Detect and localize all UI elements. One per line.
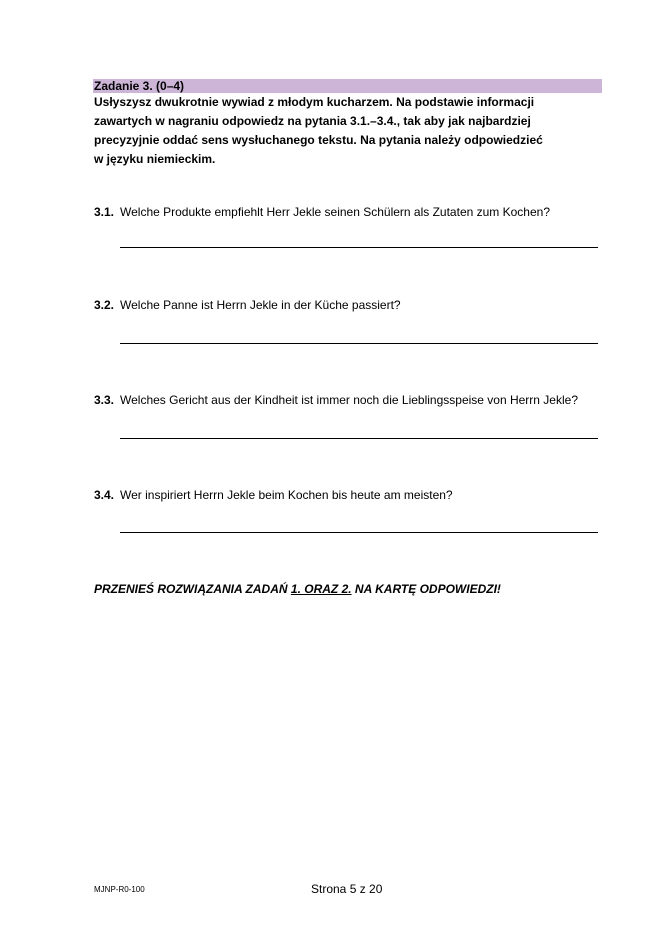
transfer-note: [94, 581, 501, 597]
question-3-1: [94, 204, 604, 220]
answer-line-3-3[interactable]: [120, 438, 598, 439]
instruction-line: precyzyjnie oddać sens wysłuchanego tekstu. Na pytania należy odpowiedzieć: [94, 133, 543, 147]
transfer-note-tasks: 1. ORAZ 2.: [290, 582, 352, 596]
question-number: 3.2.: [94, 298, 115, 312]
question-number: 3.3.: [94, 393, 115, 407]
instruction-line: w języku niemieckim.: [94, 152, 216, 166]
answer-line-3-4[interactable]: [120, 532, 598, 533]
answer-line-3-1[interactable]: [120, 247, 598, 248]
question-text: Welche Produkte empfiehlt Herr Jekle seinen Schülern als Zutaten zum Kochen?: [120, 205, 551, 219]
question-3-4: [94, 487, 604, 503]
footer-exam-code: MJNP-R0-100: [94, 885, 145, 894]
question-3-2: [94, 297, 604, 313]
question-number: 3.4.: [94, 488, 115, 502]
question-text: Welches Gericht aus der Kindheit ist immer noch die Lieblingsspeise von Herrn Jekle?: [120, 393, 578, 407]
footer-page-number: Strona 5 z 20: [311, 882, 383, 896]
instruction-line: zawartych w nagraniu odpowiedz na pytania 3.1.–3.4., tak aby jak najbardziej: [94, 114, 531, 128]
task-header: Zadanie 3. (0–4): [93, 79, 602, 93]
transfer-note-text: PRZENIEŚ ROZWIĄZANIA ZADAŃ: [94, 582, 291, 596]
question-number: 3.1.: [94, 205, 115, 219]
question-text: Welche Panne ist Herrn Jekle in der Küche passiert?: [120, 298, 401, 312]
transfer-note-text-end: NA KARTĘ ODPOWIEDZI!: [351, 582, 501, 596]
instruction-line: Usłyszysz dwukrotnie wywiad z młodym kucharzem. Na podstawie informacji: [94, 95, 535, 109]
question-3-3: [94, 392, 604, 408]
answer-line-3-2[interactable]: [120, 343, 598, 344]
task-instruction: [94, 93, 604, 169]
question-text: Wer inspiriert Herrn Jekle beim Kochen bis heute am meisten?: [120, 488, 453, 502]
